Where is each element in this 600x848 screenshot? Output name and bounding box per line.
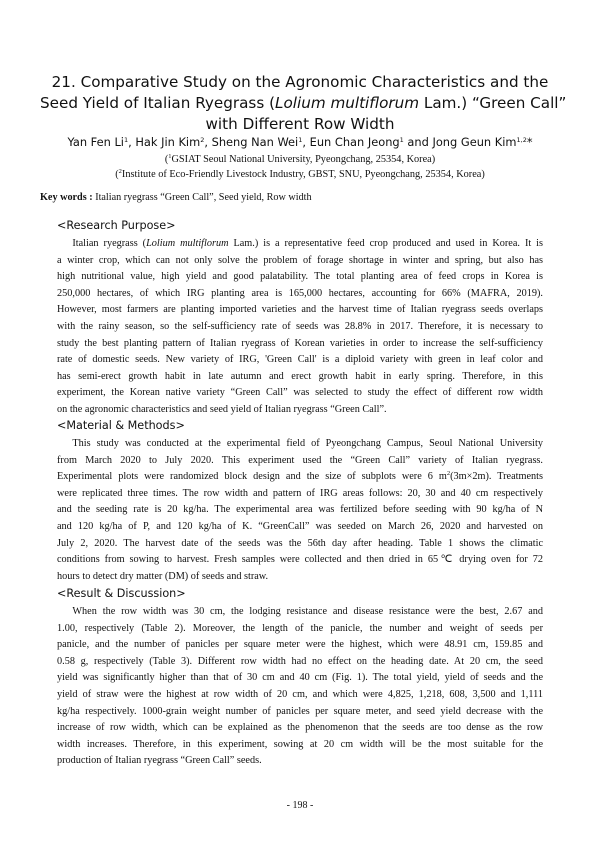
- affiliation-1: [40, 153, 560, 166]
- affiliation-1-marker: 1: [168, 153, 172, 160]
- paragraph-line: experiment, the Korean native variety “Green Call” was selected to study the effect of different row width: [57, 387, 543, 399]
- paragraph-line: yield of straw were the highest at row width of 20 cm, and which were 4,825, 1,218, 608, 3,500 and 1,111: [57, 688, 543, 700]
- paragraph-line: were replicated three times. The row width and pattern of IRG areas follows: 20, 30 and 40 cm respectively: [57, 487, 543, 499]
- research-purpose-paragraph: [57, 236, 543, 419]
- author-5: and Jong Geun Kim: [403, 135, 517, 149]
- purpose-line-1-end: Lam.) is a representative feed crop produced and used in Korea. It is: [228, 238, 544, 249]
- paragraph-line: study the best planting pattern of Italian ryegrass of Korean varieties in order to increase the self-sufficiency: [57, 337, 543, 349]
- paragraph-line: conditions from sowing to harvest. Fresh samples were collected and then dried in 65℃ drying oven for 72: [57, 554, 543, 566]
- paragraph-line: [57, 436, 543, 453]
- paragraph-line: with the rainy season, so the self-sufficiency rate of seeds was 28.8% in 2017. Therefore, it is necessary to: [57, 320, 543, 332]
- author-4-affiliation: 1: [399, 136, 404, 144]
- paragraph-line: width increases. Therefore, in this experiment, sowing at 20 cm width will be the most suitable for the: [57, 738, 543, 750]
- material-methods-paragraph: [57, 436, 543, 585]
- corresponding-author-mark: *: [526, 135, 533, 149]
- methods-line-1: This study was conducted at the experimental field of Pyeongchang Campus, Seoul National University: [72, 438, 543, 449]
- paragraph-line: yield was significantly higher than that of 30 cm and 40 cm (Fig. 1). The total yield, yield of seeds and the: [57, 672, 543, 684]
- title-line-2: [40, 93, 567, 114]
- affiliation-2-marker: 2: [118, 168, 122, 175]
- paragraph-line: hours to detect dry matter (DM) of seeds and straw.: [57, 570, 269, 582]
- results-line-1: When the row width was 30 cm, the lodging resistance and disease resistance were the best, 2.67 and: [72, 606, 543, 617]
- paragraph-line: 250,000 hectares, of which IRG planting area is 165,000 hectares, accounting for 66% (MAFRA, 2019).: [57, 287, 543, 299]
- title-line-2-end: Lam.) “Green Call”: [419, 94, 567, 112]
- title-line-1: 21. Comparative Study on the Agronomic Characteristics and the: [51, 73, 549, 91]
- paragraph-line: [57, 236, 543, 253]
- keywords-label: Key words :: [40, 192, 93, 203]
- paper-title: [40, 72, 567, 135]
- paragraph-line: 0.58 g, respectively (Table 3). Different row width had no effect on the heading date. At 20 cm, the seed: [57, 655, 543, 667]
- affiliation-1-text: GSIAT Seoul National University, Pyeongchang, 25354, Korea): [171, 154, 436, 165]
- purpose-line-1-start: Italian ryegrass (: [72, 238, 147, 249]
- author-list: [40, 135, 560, 149]
- result-discussion-heading: <Result & Discussion>: [57, 587, 186, 600]
- paragraph-line: kg/ha respectively. 1000-grain weight number of panicles per square meter, and seed yield decrease with the: [57, 705, 543, 717]
- research-purpose-heading: <Research Purpose>: [57, 219, 176, 232]
- paragraph-line: [57, 469, 543, 486]
- material-methods-heading: <Material & Methods>: [57, 419, 185, 432]
- paragraph-line: rate of domestic seeds. New variety of IRG, 'Green Call' is a diploid variety with green in leaf color and: [57, 354, 543, 366]
- paragraph-line: [57, 604, 543, 621]
- methods-line-3-end: (3m×2m). Treatments: [450, 471, 543, 483]
- squared-superscript: 2: [446, 470, 451, 478]
- paragraph-line: 1.00, respectively (Table 2). Moreover, the length of the panicle, the number and weight of seeds per: [57, 622, 543, 634]
- paragraph-line: from March 2020 to July 2020. This experiment used the “Green Call” variety of Italian ryegrass.: [57, 454, 543, 466]
- paragraph-line: However, most farmers are planting imported varieties and the harvest time of Italian ryegrass seeds overlaps: [57, 304, 543, 316]
- author-2: , Hak Jin Kim: [128, 135, 201, 149]
- author-3-affiliation: 1: [298, 136, 303, 144]
- author-4: , Eun Chan Jeong: [302, 135, 400, 149]
- paragraph-line: on the agronomic characteristics and seed yield of Italian ryegrass “Green Call”.: [57, 403, 387, 415]
- paragraph-line: increase of row width, which can be explained as the phenomenon that the seeds are too dense as the row: [57, 722, 543, 734]
- paragraph-line: panicle, and the number of panicles per square meter were the highest, which were 48.91 cm, 159.85 and: [57, 639, 543, 651]
- paragraph-line: and the seeding rate is 20 kg/ha. The experimental area was fertilized before seeding with 90 kg/ha of N: [57, 504, 543, 516]
- keywords: [40, 191, 560, 204]
- methods-line-3-start: Experimental plots were randomized block design and the size of subplots were 6 m: [57, 471, 447, 483]
- paragraph-line: July 2, 2020. The harvest date of the seeds was the 56th day after heading. Table 1 shows the climatic: [57, 537, 543, 549]
- author-2-affiliation: 2: [200, 136, 205, 144]
- paragraph-line: and 120 kg/ha of P, and 120 kg/ha of K. “GreenCall” was seeded on March 26, 2020 and harvested on: [57, 520, 543, 532]
- keywords-text: Italian ryegrass “Green Call”, Seed yield, Row width: [92, 192, 312, 203]
- paragraph-line: high nutritional value, high yield and good palatability. The total planting area of feed crops in Korea is: [57, 271, 543, 283]
- author-3: , Sheng Nan Wei: [204, 135, 299, 149]
- title-line-2-start: Seed Yield of Italian Ryegrass (: [40, 94, 276, 112]
- author-5-affiliation: 1,2: [516, 136, 527, 144]
- author-1-affiliation: 1: [123, 136, 129, 144]
- purpose-species-name: Lolium multiflorum: [146, 238, 229, 249]
- title-species-name: Lolium multiflorum: [275, 94, 420, 112]
- affiliation-2-text: Institute of Eco-Friendly Livestock Industry, GBST, SNU, Pyeongchang, 25354, Korea): [121, 169, 485, 180]
- paragraph-line: has semi-erect growth habit in late autumn and erect growth habit in early spring. Therefore, in this: [57, 370, 543, 382]
- paragraph-line: production of Italian ryegrass “Green Call” seeds.: [57, 755, 262, 767]
- page-number: - 198 -: [286, 800, 314, 811]
- affiliation-2: [40, 168, 560, 181]
- author-1: Yan Fen Li: [67, 135, 124, 149]
- paragraph-line: a winter crop, which can not only solve the problem of forage shortage in winter and spring, but also has: [57, 254, 543, 266]
- affiliation-1-paren: (: [164, 154, 169, 165]
- affiliation-2-paren: (: [115, 169, 119, 180]
- title-line-3: with Different Row Width: [205, 115, 395, 133]
- result-discussion-paragraph: [57, 604, 543, 770]
